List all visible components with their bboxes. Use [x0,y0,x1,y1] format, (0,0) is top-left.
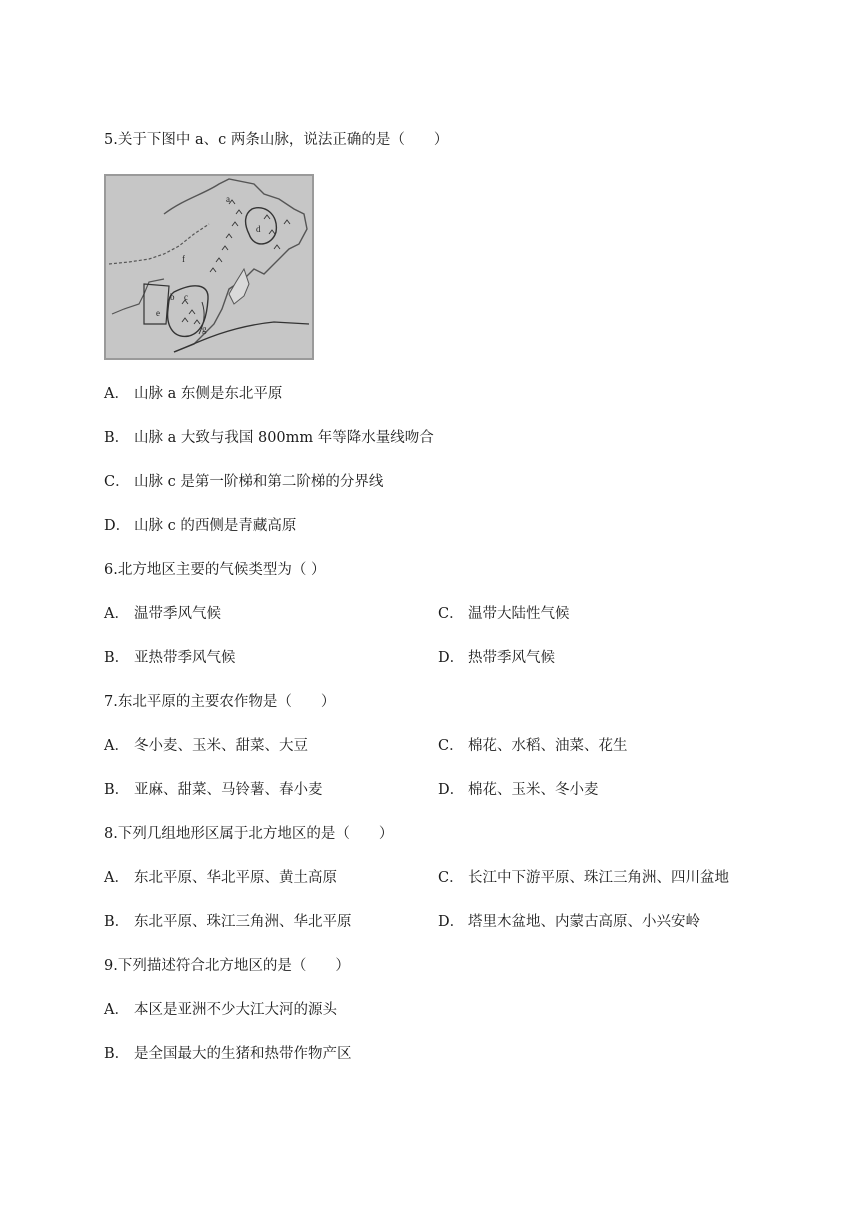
q6-option-d[interactable]: D． 热带季风气候 [438,650,555,666]
map-label-b: b [170,292,175,302]
map-label-e: e [156,308,160,318]
q6-option-a[interactable]: A． 温带季风气候 [104,606,221,622]
q8-option-a[interactable]: A． 东北平原、华北平原、黄土高原 [104,870,337,886]
map-label-d: d [256,224,261,234]
q5-option-c[interactable]: C． 山脉 c 是第一阶梯和第二阶梯的分界线 [104,474,384,490]
map-label-a: a [226,194,230,204]
q5-option-d[interactable]: D． 山脉 c 的西侧是青藏高原 [104,518,297,534]
q6-option-b[interactable]: B． 亚热带季风气候 [104,650,236,666]
map-label-f: f [182,254,185,264]
q5-option-b[interactable]: B． 山脉 a 大致与我国 800mm 年等降水量线吻合 [104,430,434,446]
map-label-g: g [202,324,207,334]
question-8-stem: 8.下列几组地形区属于北方地区的是（ ） [104,826,394,842]
q5-option-a[interactable]: A． 山脉 a 东侧是东北平原 [104,386,283,402]
question-7-stem: 7.东北平原的主要农作物是（ ） [104,694,336,710]
q8-option-b[interactable]: B． 东北平原、珠江三角洲、华北平原 [104,914,352,930]
q7-option-a[interactable]: A． 冬小麦、玉米、甜菜、大豆 [104,738,308,754]
q8-option-d[interactable]: D． 塔里木盆地、内蒙古高原、小兴安岭 [438,914,700,930]
q7-option-c[interactable]: C． 棉花、水稻、油菜、花生 [438,738,628,754]
q7-option-d[interactable]: D． 棉花、玉米、冬小麦 [438,782,599,798]
q9-option-a[interactable]: A． 本区是亚洲不少大江大河的源头 [104,1002,337,1018]
q9-option-b[interactable]: B． 是全国最大的生猪和热带作物产区 [104,1046,352,1062]
question-5-stem: 5.关于下图中 a、c 两条山脉，说法正确的是（ ） [104,132,449,148]
q8-option-c[interactable]: C． 长江中下游平原、珠江三角洲、四川盆地 [438,870,729,886]
map-label-c: c [184,292,188,302]
region-map-figure [104,174,314,360]
q6-option-c[interactable]: C． 温带大陆性气候 [438,606,570,622]
q7-option-b[interactable]: B． 亚麻、甜菜、马铃薯、春小麦 [104,782,323,798]
question-6-stem: 6.北方地区主要的气候类型为（ ） [104,562,326,578]
question-9-stem: 9.下列描述符合北方地区的是（ ） [104,958,350,974]
